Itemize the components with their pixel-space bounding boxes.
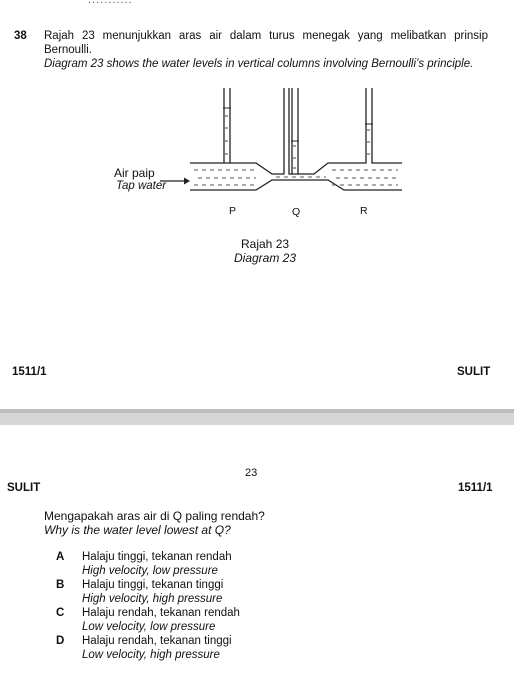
page-header-mark: SULIT [7,482,41,494]
tap-water-label-malay: Air paip [114,166,155,180]
diagram-caption-english: Diagram 23 [234,251,297,265]
point-label-p: P [229,205,237,217]
page-number: 23 [245,467,258,479]
page-header-code: 1511/1 [458,482,493,494]
option-b[interactable] [56,579,456,607]
question-text-malay: Rajah 23 menunjukkan aras air dalam turus menegak yang melibatkan prinsip Bernoulli. [44,30,488,56]
point-label-r: R [360,205,368,217]
option-a[interactable] [56,551,456,579]
option-text-english: Low velocity, low pressure [82,621,216,633]
option-letter: D [56,635,65,647]
option-text-malay: Halaju tinggi, tekanan rendah [82,551,232,563]
option-text-malay: Halaju tinggi, tekanan tinggi [82,579,224,591]
option-text-english: Low velocity, high pressure [82,649,220,661]
tap-water-label-english: Tap water [116,180,167,192]
option-c[interactable] [56,607,456,635]
option-text-english: High velocity, low pressure [82,565,218,577]
previous-page-fragment: ........... [88,0,133,6]
page-footer-code: 1511/1 [12,366,47,378]
option-text-malay: Halaju rendah, tekanan rendah [82,607,240,619]
diagram-caption-malay: Rajah 23 [241,237,290,251]
answer-options [56,551,456,663]
option-letter: C [56,607,65,619]
option-d[interactable] [56,635,456,663]
flow-arrow-icon [160,176,190,186]
option-letter: A [56,551,65,563]
question-number: 38 [14,30,27,42]
page-footer-mark: SULIT [457,366,491,378]
page-separator-shadow [0,409,514,413]
point-label-q: Q [292,206,301,218]
bernoulli-tube-diagram [180,86,410,206]
option-text-english: High velocity, high pressure [82,593,223,605]
option-letter: B [56,579,65,591]
subquestion-english: Why is the water level lowest at Q? [44,523,231,537]
subquestion-malay: Mengapakah aras air di Q paling rendah? [44,509,265,523]
question-text-english: Diagram 23 shows the water levels in vertical columns involving Bernoulli’s principle. [44,58,474,70]
option-text-malay: Halaju rendah, tekanan tinggi [82,635,232,647]
